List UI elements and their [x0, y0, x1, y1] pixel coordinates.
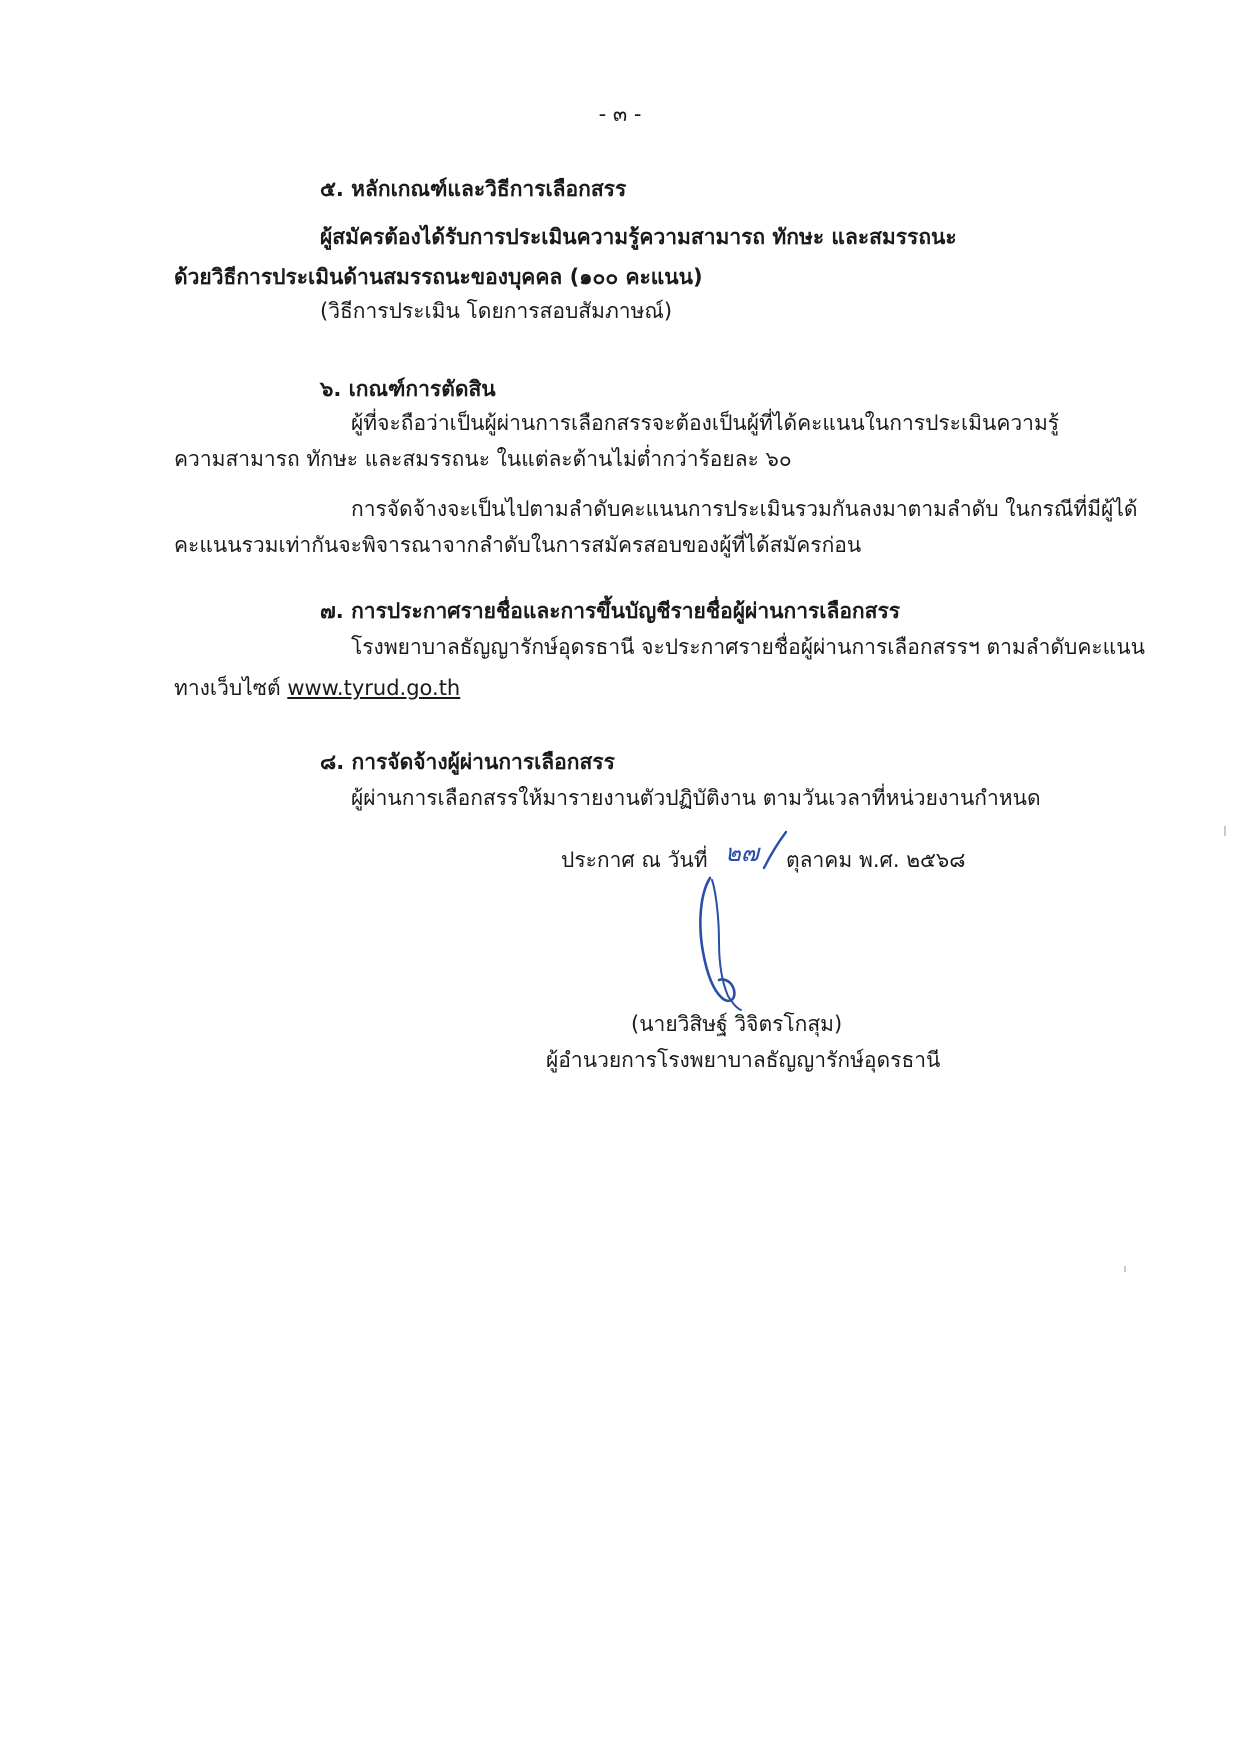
section7-heading: ๗. การประกาศรายชื่อและการขึ้นบัญชีรายชื่อผู้ผ่านการเลือกสรร [320, 599, 901, 623]
website-label: ทางเว็บไซต์ [174, 676, 281, 700]
signatory-position: ผู้อำนวยการโรงพยาบาลธัญญารักษ์อุดรธานี [546, 1048, 941, 1072]
section7-line1: โรงพยาบาลธัญญารักษ์อุดรธานี จะประกาศรายชื่อผู้ผ่านการเลือกสรรฯ ตามลำดับคะแนน [351, 635, 1145, 659]
scan-mark [1124, 1266, 1126, 1272]
website-link[interactable]: www.tyrud.go.th [287, 676, 461, 700]
announcement-date-prefix: ประกาศ ณ วันที่ [561, 848, 708, 872]
announcement-year: พ.ศ. ๒๕๖๘ [859, 848, 966, 872]
section5-line2: ด้วยวิธีการประเมินด้านสมรรถนะของบุคคล (๑๐๐ คะแนน) [174, 265, 703, 289]
scan-mark [1224, 826, 1226, 836]
section6-paragraph2-line2: คะแนนรวมเท่ากันจะพิจารณาจากลำดับในการสมัครสอบของผู้ที่ได้สมัครก่อน [174, 533, 862, 557]
section8-heading: ๘. การจัดจ้างผู้ผ่านการเลือกสรร [320, 750, 615, 774]
section7-line2 [174, 673, 460, 703]
section6-paragraph1-line1: ผู้ที่จะถือว่าเป็นผู้ผ่านการเลือกสรรจะต้องเป็นผู้ที่ได้คะแนนในการประเมินความรู้ [351, 411, 1060, 435]
section5-line1: ผู้สมัครต้องได้รับการประเมินความรู้ความสามารถ ทักษะ และสมรรถนะ [320, 225, 957, 249]
section8-line1: ผู้ผ่านการเลือกสรรให้มารายงานตัวปฏิบัติงาน ตามวันเวลาที่หน่วยงานกำหนด [351, 786, 1041, 810]
section6-paragraph1-line2: ความสามารถ ทักษะ และสมรรถนะ ในแต่ละด้านไม่ต่ำกว่าร้อยละ ๖๐ [174, 447, 792, 471]
announcement-month: ตุลาคม [786, 848, 853, 872]
section6-paragraph2-line1: การจัดจ้างจะเป็นไปตามลำดับคะแนนการประเมินรวมกันลงมาตามลำดับ ในกรณีที่มีผู้ได้ [351, 497, 1138, 521]
section6-heading: ๖. เกณฑ์การตัดสิน [320, 377, 496, 401]
page-number: - ๓ - [598, 102, 642, 126]
handwritten-day: ๒๗ [725, 839, 759, 867]
section5-line3: (วิธีการประเมิน โดยการสอบสัมภาษณ์) [320, 299, 673, 323]
signatory-name: (นายวิสิษฐ์ วิจิตรโกสุม) [631, 1012, 843, 1036]
section5-heading: ๕. หลักเกณฑ์และวิธีการเลือกสรร [320, 177, 627, 201]
signature-image [686, 872, 752, 1014]
